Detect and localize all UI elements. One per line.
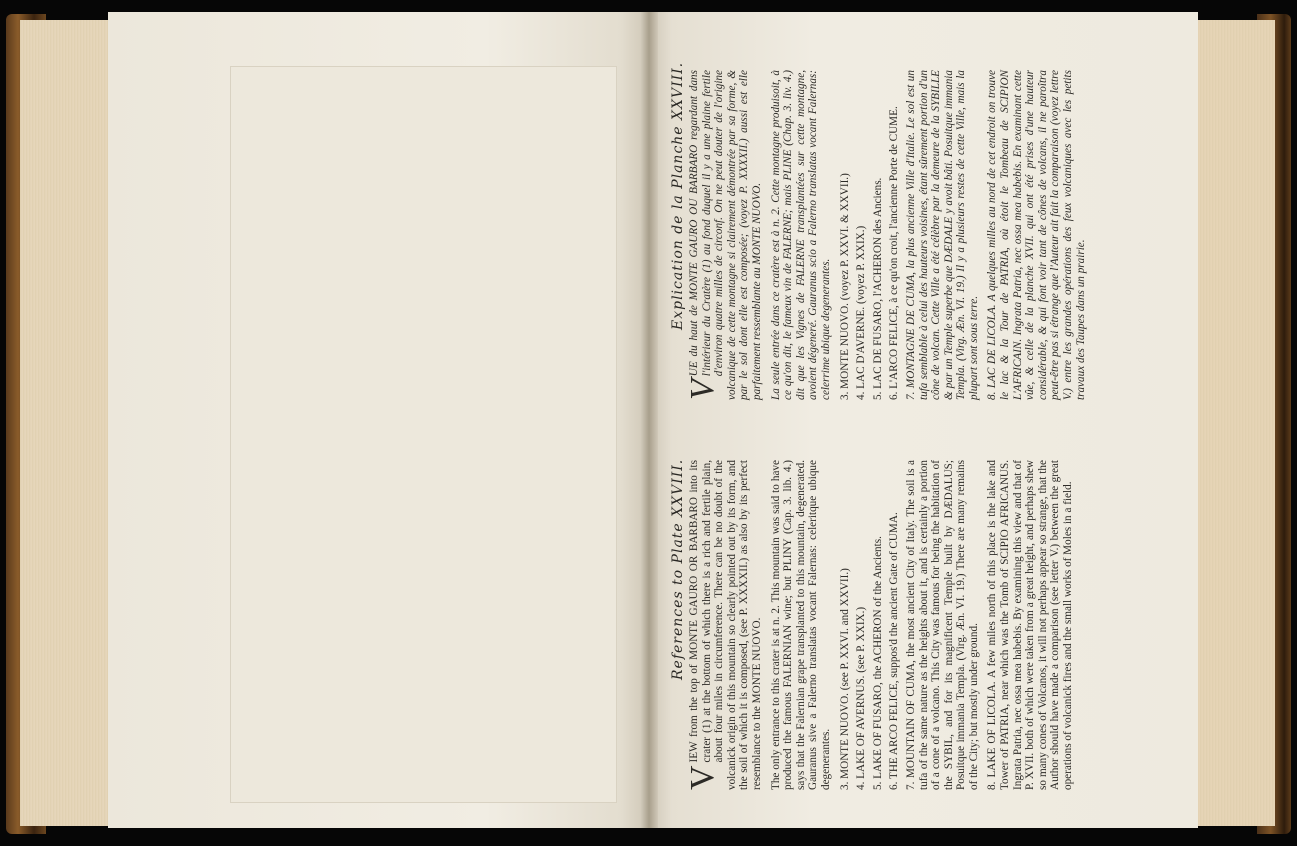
french-heading: Explication de la Planche XXVIII. xyxy=(670,61,686,330)
english-item-6: 6. THE ARCO FELICE, suppos'd the ancient Gate of CUMA. xyxy=(888,512,901,790)
french-paragraph-7: 7. MONTAGNE DE CUMA, la plus ancienne Ville d'Italie. Le sol est un tufa semblable à celui des hauteurs voisines, étant sûrement portion d'un cône de volcan. Cette Ville a été célèbre par la demeure de la SYBILLE & par un Temple superbe que DÆDALE y avoit bâti. Posuitque immania Templa. (Virg. Æn. VI. 19.) Il y a plusieurs restes de cette Ville, mais la plupart sont sous terre. xyxy=(904,70,980,400)
gutter xyxy=(640,12,658,828)
english-paragraph-8: 8. LAKE OF LICOLA. A few miles north of this place is the lake and Tower of PATRIA, near which was the Tomb of SCIPIO AFRICANUS. Ingrata Patria, nec ossa mea habebis. By examining this view and that of P. XVII. both of which were taken from a great height, and perhaps shew so many cones of Volcanos, it will not perhaps appear so strange, that the Author should have made a comparison (see letter V.) between the great operations of volcanick fires and the small works of Moles in a field. xyxy=(986,460,1075,790)
french-paragraph-2: La seule entrée dans ce cratère est à n. 2. Cette montagne produisoit, à ce qu'on dit, le fameux vin de FALERNE; mais PLINE (Chap. 3. liv. 4.) dit que les Vignes de FALERNE transplantées sur cette montagne, avoient dégeneré. Gauranus scio a Falerno translatas vocant Falernas: celerrime ubique degenerantes. xyxy=(769,70,832,400)
english-item-3: 3. MONTE NUOVO. (see P. XXVI. and XXVII.) xyxy=(838,568,851,790)
english-paragraph-7: 7. MOUNTAIN OF CUMA, the most ancient City of Italy. The soil is a tufa of the same nature as the heights about it, and is certainly a portion of a cone of a volcano. This City was famous for being the habitation of the SYBIL, and for its magnificent Temple built by DÆDALUS; Posuitque immania Templa. (Virg. Æn. VI. 19.) There are many remains of the City; but mostly under ground. xyxy=(904,460,980,790)
english-item-4: 4. LAKE OF AVERNUS. (see P. XXIX.) xyxy=(855,606,868,790)
left-page xyxy=(108,12,648,828)
english-intro: V IEW from the top of MONTE GAURO OR BARBARO into its crater (1) at the bottom of which there is a rich and fertile plain, about four miles in circumference. There can be no doubt of the volcanick origin of this mountain so clearly pointed out by its form, and the soil of which it is composed, (see P. XXXXII.) as also by its perfect resemblance to the MONTE NUOVO. xyxy=(684,460,763,790)
french-item-4: 4. LAC D'AVERNE. (voyez P. XXIX.) xyxy=(855,225,868,400)
french-intro: V UE du haut de MONTE GAURO OU BARBARO regardant dans l'intérieur du Cratère (1) au fond duquel il y a une plaine fertile d'environ quatre milles de circonf. On ne peut douter de l'origine volcanique de cette montagne si clairement démontrée par sa forme, & par le sol dont elle est composée; (voyez P. XXXXII.) aussi est elle parfaitement ressemblante au MONTE NUOVO. xyxy=(684,70,763,400)
left-page-edges xyxy=(20,20,112,826)
french-paragraph-8: 8. LAC DE LICOLA. A quelques milles au nord de cet endroit on trouve le lac & la Tour de PATRIA, où étoit le Tombeau de SCIPION L'AFRICAIN. Ingrata Patria, nec ossa mea habebis. En examinant cette vûe, & celle de la planche XVII. qui ont été prises d'une hauteur considérable, & qui font voir tant de cônes de volcans, il ne paroîtra peut-être pas si étrange que l'Auteur ait fait la comparaison (voyez lettre V.) entre les grandes opérations des feux volcaniques avec les petits travaux des Taupes dans un prairie. xyxy=(986,70,1087,400)
french-dropcap: V xyxy=(684,379,721,400)
french-item-6: 6. L'ARCO FELICE, à ce qu'on croit, l'ancienne Porte de CUME. xyxy=(888,106,901,400)
french-item-5: 5. LAC DE FUSARO, l'ACHERON des Anciens. xyxy=(871,177,884,400)
english-heading: References to Plate XXVIII. xyxy=(670,458,686,680)
plate-impression-blank xyxy=(230,66,617,803)
english-paragraph-2: The only entrance to this crater is at n. 2. This mountain was said to have produced the famous FALERNIAN wine; but PLINY (Cap. 3. lib. 4.) says that the Falernian grape transplanted to this mountain, degenerated. Gauranus sive a Falerno translatas vocant Falernas: celeritque ubique degenerantes. xyxy=(769,460,832,790)
english-dropcap: V xyxy=(684,765,721,790)
french-item-3: 3. MONTE NUOVO. (voyez P. XXVI. & XXVII.) xyxy=(838,173,851,400)
english-item-5: 5. LAKE OF FUSARO, the ACHERON of the Ancients. xyxy=(871,536,884,790)
right-page-edges xyxy=(1191,20,1275,826)
